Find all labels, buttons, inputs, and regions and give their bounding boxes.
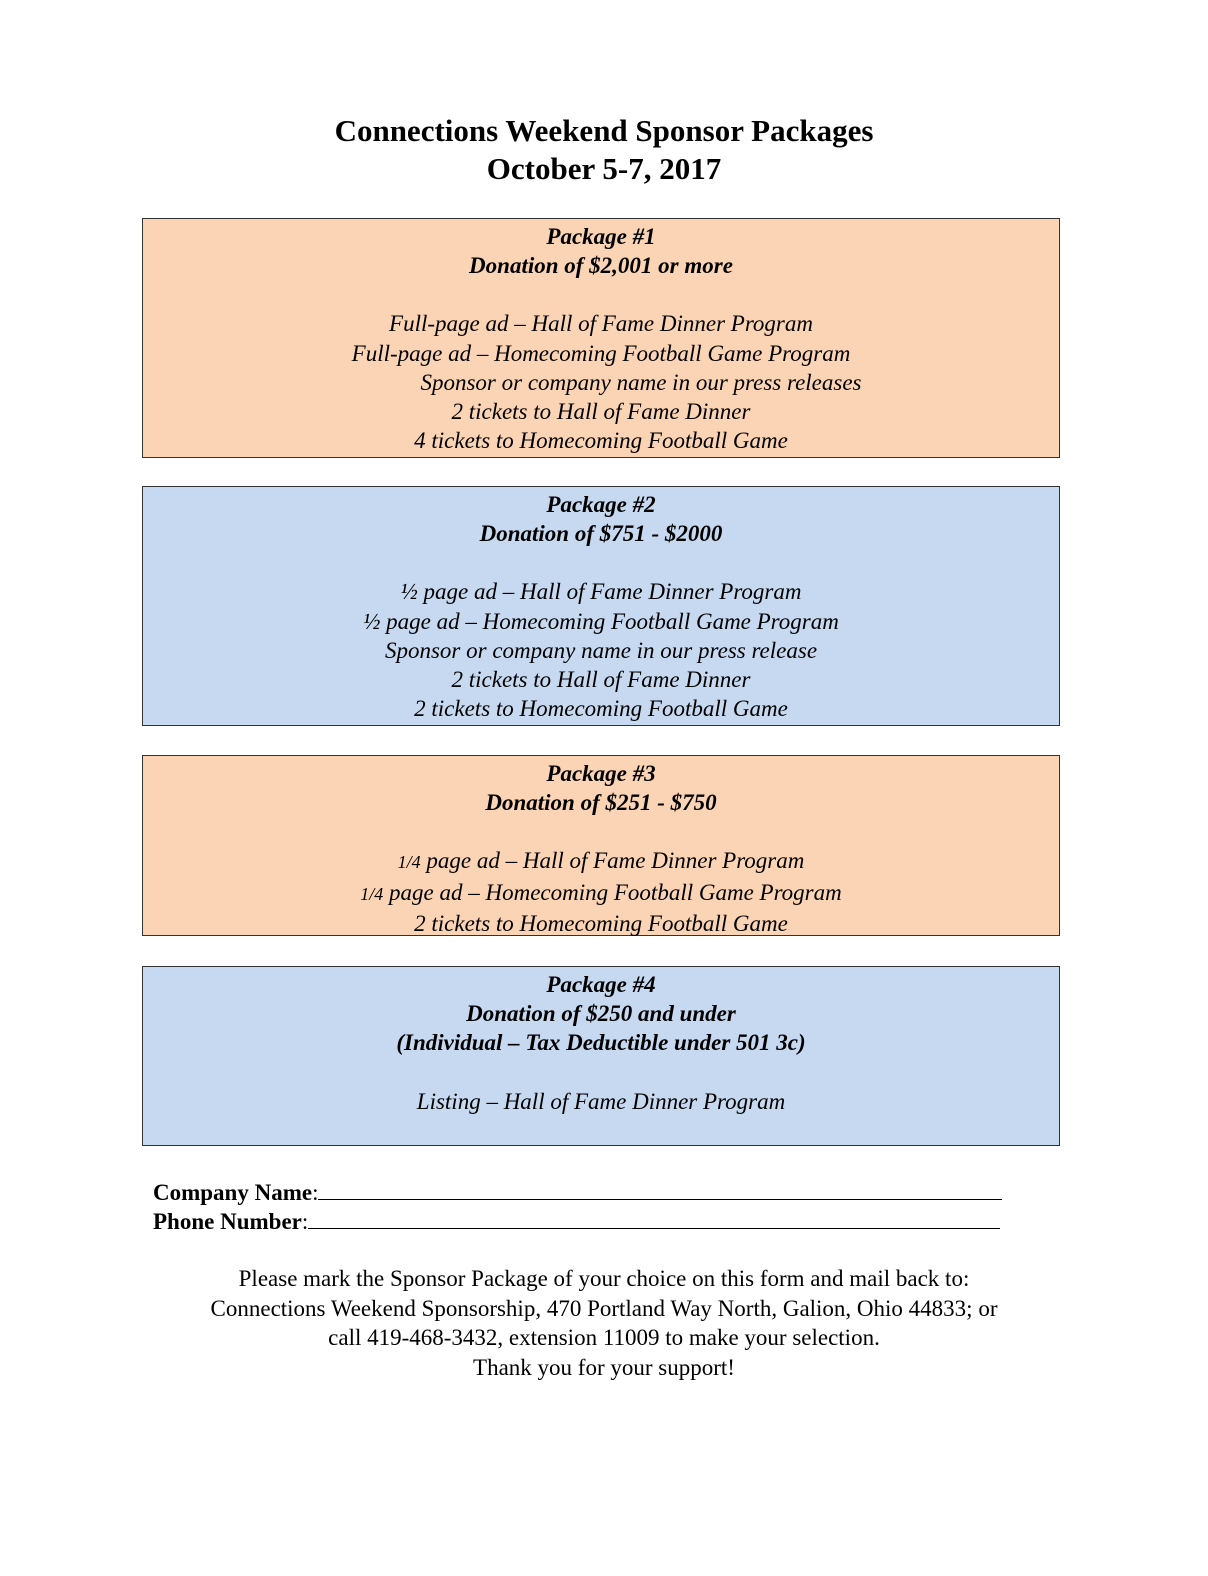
fraction-label: 1/4 bbox=[397, 852, 421, 873]
label-colon: : bbox=[301, 1209, 309, 1234]
phone-number-label: Phone Number bbox=[153, 1209, 302, 1234]
phone-number-field[interactable] bbox=[308, 1206, 1000, 1229]
package-4-benefit: Listing – Hall of Fame Dinner Program bbox=[416, 1088, 786, 1114]
package-2-benefit: ½ page ad – Hall of Fame Dinner Program bbox=[400, 579, 802, 605]
label-colon: : bbox=[312, 1180, 319, 1205]
thank-you-line: Thank you for your support! bbox=[473, 1354, 735, 1380]
package-3-donation: Donation of $251 - $750 bbox=[485, 790, 717, 816]
company-name-field[interactable] bbox=[318, 1177, 1002, 1200]
company-name-label: Company Name bbox=[153, 1180, 313, 1205]
package-1-title: Package #1 bbox=[546, 224, 656, 249]
package-4-title: Package #4 bbox=[546, 972, 656, 997]
benefit-text: page ad – Homecoming Football Game Program bbox=[389, 879, 842, 905]
package-2-benefit: Sponsor or company name in our press release bbox=[384, 637, 818, 663]
event-date: October 5-7, 2017 bbox=[486, 151, 722, 186]
mailing-instructions bbox=[100, 1264, 1108, 1382]
company-name-row bbox=[153, 1177, 1002, 1207]
package-4-note: (Individual – Tax Deductible under 501 3c) bbox=[396, 1030, 806, 1056]
package-2-box[interactable] bbox=[142, 486, 1060, 726]
package-2-benefit: 2 tickets to Homecoming Football Game bbox=[414, 696, 788, 722]
package-1-benefit: Sponsor or company name in our press releases bbox=[420, 369, 862, 395]
package-3-title: Package #3 bbox=[546, 761, 656, 786]
package-3-benefit: 2 tickets to Homecoming Football Game bbox=[414, 910, 788, 936]
package-2-benefit: 2 tickets to Hall of Fame Dinner bbox=[451, 667, 751, 693]
package-2-benefit: ½ page ad – Homecoming Football Game Program bbox=[363, 608, 839, 634]
address-line: Connections Weekend Sponsorship, 470 Portland Way North, Galion, Ohio 44833; or bbox=[210, 1295, 998, 1321]
package-3-box[interactable] bbox=[142, 755, 1060, 936]
package-4-box[interactable] bbox=[142, 966, 1060, 1146]
package-1-donation: Donation of $2,001 or more bbox=[469, 253, 733, 279]
package-1-benefit: Full-page ad – Hall of Fame Dinner Program bbox=[389, 311, 813, 337]
page-title: Connections Weekend Sponsor Packages bbox=[334, 113, 874, 148]
instruction-line: Please mark the Sponsor Package of your choice on this form and mail back to: bbox=[238, 1266, 970, 1291]
package-1-benefit: Full-page ad – Homecoming Football Game Program bbox=[351, 340, 851, 366]
package-1-benefit: 2 tickets to Hall of Fame Dinner bbox=[451, 399, 751, 425]
benefit-text: page ad – Hall of Fame Dinner Program bbox=[426, 848, 805, 874]
phone-number-row bbox=[153, 1206, 1000, 1236]
package-4-donation: Donation of $250 and under bbox=[466, 1001, 736, 1027]
phone-line: call 419-468-3432, extension 11009 to make your selection. bbox=[328, 1325, 880, 1350]
package-2-title: Package #2 bbox=[546, 492, 656, 517]
package-3-benefit bbox=[143, 846, 1059, 877]
fraction-label: 1/4 bbox=[360, 883, 384, 904]
package-1-box[interactable] bbox=[142, 218, 1060, 458]
package-2-donation: Donation of $751 - $2000 bbox=[479, 521, 723, 547]
package-1-benefit: 4 tickets to Homecoming Football Game bbox=[414, 428, 788, 454]
package-3-benefit bbox=[143, 878, 1059, 909]
